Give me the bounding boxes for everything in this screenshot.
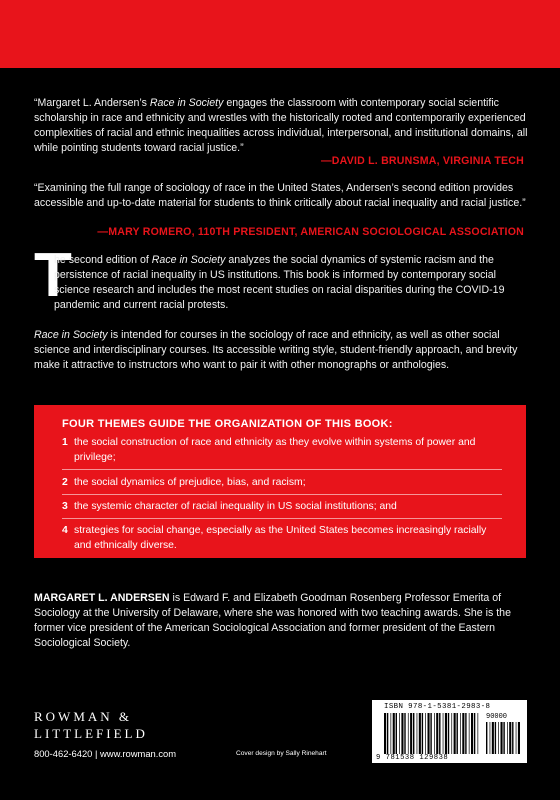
- isbn-barcode: [372, 700, 527, 763]
- theme-number: 1: [62, 437, 68, 448]
- cover-credit: Cover design by Sally Rinehart: [236, 750, 327, 757]
- barcode-digits: 9 781538 129838: [376, 754, 449, 762]
- quote-romero: “Examining the full range of sociology of race in the United States, Andersen’s second edition provides accessible and up-to-date material for students to think critically about racial inequality and racial justice.”: [34, 182, 526, 210]
- theme-number: 4: [62, 525, 68, 536]
- publisher-contact: 800-462-6420 | www.rowman.com: [34, 748, 177, 759]
- theme-item: [62, 475, 502, 490]
- author-bio: MARGARET L. ANDERSEN is Edward F. and Elizabeth Goodman Rosenberg Professor Emerita of Sociology at the University of Delaware, where she was honored with two teaching awards. She is the former vice president of the American Sociological Association and former president of the Eastern Sociological Society.: [34, 591, 511, 649]
- theme-item: [62, 435, 502, 465]
- theme-text: strategies for social change, especially as the United States becomes increasingly racially and ethnically diverse.: [74, 525, 487, 552]
- themes-box: [34, 405, 526, 558]
- theme-number: 3: [62, 501, 68, 512]
- price-addon: 90000: [486, 713, 508, 721]
- quote-brunsma-attribution: —DAVID L. BRUNSMA, VIRGINIA TECH: [321, 155, 524, 167]
- top-red-band: [0, 0, 560, 68]
- theme-item: [62, 499, 502, 514]
- description-paragraph-2: Race in Society is intended for courses in the sociology of race and ethnicity, as well as other social science and interdisciplinary courses. Its accessible writing style, student-friendly approach, and brevity make it attractive to instructors who want to pair it with other monographs or anthologies.: [34, 329, 518, 372]
- publisher-logo-line-1: ROWMAN &: [34, 709, 133, 724]
- divider: [62, 518, 502, 519]
- divider: [62, 494, 502, 495]
- quote-brunsma: “Margaret L. Andersen’s Race in Society engages the classroom with contemporary social scientific scholarship in race and ethnicity and wrestles with the historically rooted and contemporarily experienced complexities of racial and ethnic inequalities across individual, interpersonal, and institutional domains, all while pointing students toward racial justice.”: [34, 97, 528, 155]
- quote-romero-attribution: —MARY ROMERO, 110TH PRESIDENT, AMERICAN SOCIOLOGICAL ASSOCIATION: [97, 226, 524, 238]
- divider: [62, 469, 502, 470]
- theme-item: [62, 523, 502, 553]
- theme-text: the social dynamics of prejudice, bias, and racism;: [74, 477, 306, 488]
- theme-number: 2: [62, 477, 68, 488]
- theme-text: the systemic character of racial inequality in US social institutions; and: [74, 501, 397, 512]
- description-paragraph-1: he second edition of Race in Society analyzes the social dynamics of systemic racism and the persistence of racial inequality in US institutions. This book is informed by contemporary social science research and includes the most recent studies on racial disparities during the COVID-19 pandemic and current racial protests.: [54, 254, 505, 312]
- themes-heading: FOUR THEMES GUIDE THE ORGANIZATION OF THIS BOOK:: [62, 418, 393, 430]
- drop-cap: T: [34, 241, 72, 310]
- publisher-logo-line-2: LITTLEFIELD: [34, 726, 148, 741]
- theme-text: the social construction of race and ethnicity as they evolve within systems of power and privilege;: [74, 437, 476, 464]
- isbn-label: ISBN 978-1-5381-2983-8: [384, 703, 491, 711]
